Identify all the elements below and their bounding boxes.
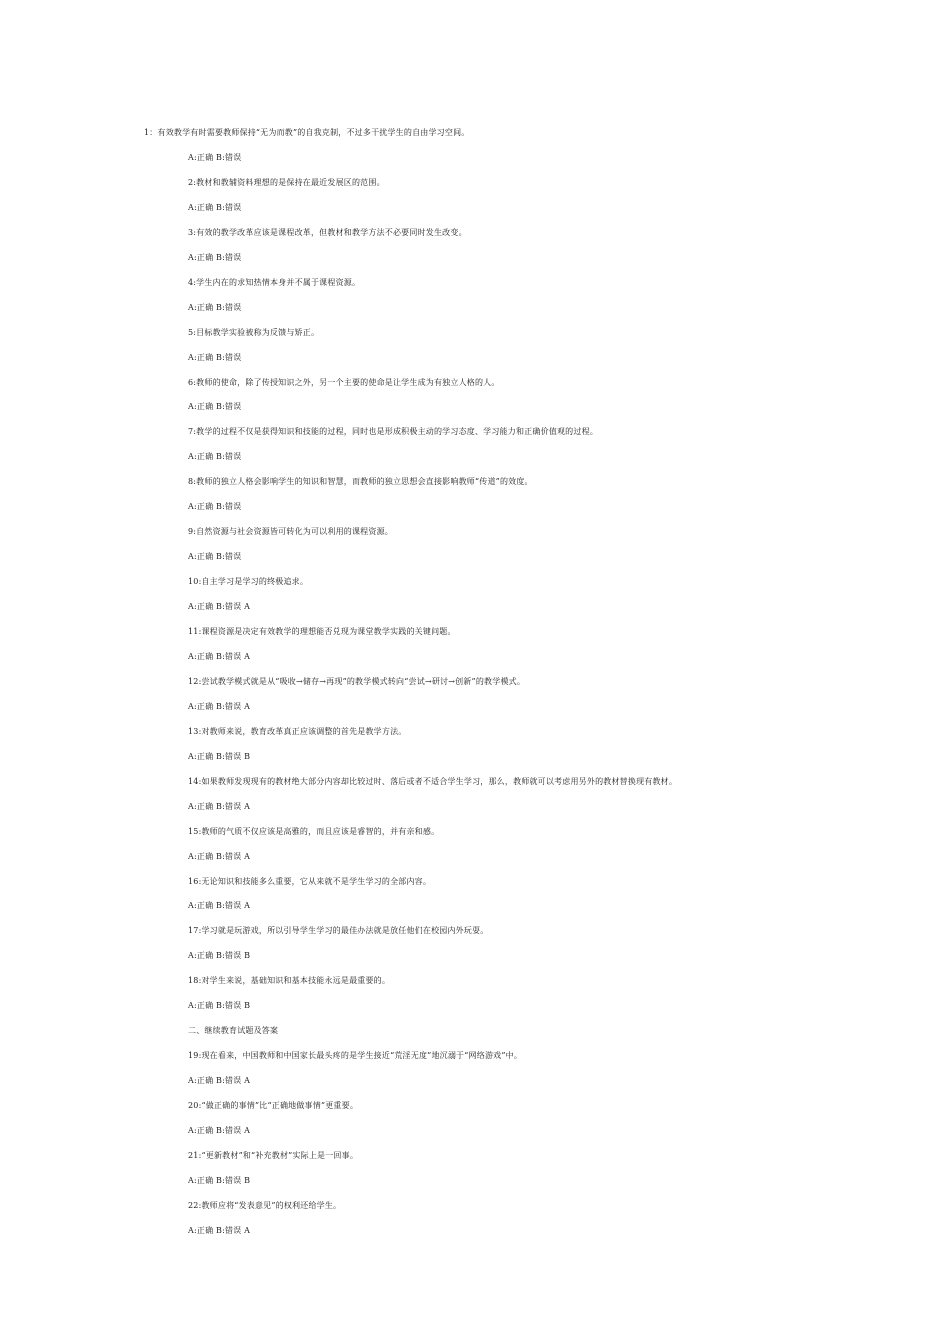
question-line: 22:教师应将“发表意见”的权利还给学生。 xyxy=(188,1200,342,1210)
answer-line: A:正确 B:错误 xyxy=(188,452,242,462)
question-line: 17:学习就是玩游戏，所以引导学生学习的最佳办法就是放任他们在校园内外玩耍。 xyxy=(188,926,489,936)
answer-line: A:正确 B:错误 xyxy=(188,352,242,362)
question-line: 11:课程资源是决定有效教学的理想能否兑现为课堂教学实践的关键问题。 xyxy=(188,627,456,636)
question-line: 7:教学的过程不仅是获得知识和技能的过程，同时也是形成积极主动的学习态度、学习能力和正确价值观的过程。 xyxy=(188,427,598,437)
question-line: 15:教师的气质不仅应该是高雅的，而且应该是睿智的，并有亲和感。 xyxy=(188,826,440,836)
question-line: 19:现在看来，中国教师和中国家长最头疼的是学生接近“荒淫无度”地沉溺于“网络游戏”中。 xyxy=(188,1051,523,1061)
question-line: 10:自主学习是学习的终极追求。 xyxy=(188,577,309,587)
answer-line: A:正确 B:错误 xyxy=(188,252,242,262)
answer-line: A:正确 B:错误 xyxy=(188,552,242,562)
question-line: 16:无论知识和技能多么重要，它从来就不是学生学习的全部内容。 xyxy=(188,876,432,886)
answer-line: A:正确 B:错误 A xyxy=(188,1126,251,1135)
section-heading: 二、继续教育试题及答案 xyxy=(188,1026,279,1036)
question-line: 4:学生内在的求知热情本身并不属于课程资源。 xyxy=(188,277,361,287)
question-line: 5:目标教学实验被称为反馈与矫正。 xyxy=(188,327,320,337)
answer-line: A:正确 B:错误 A xyxy=(188,602,251,611)
answer-line: A:正确 B:错误 A xyxy=(188,1225,251,1235)
question-line: 2:教材和教辅资料理想的是保持在最近发展区的范围。 xyxy=(188,177,385,187)
question-line: 9:自然资源与社会资源皆可转化为可以利用的课程资源。 xyxy=(188,527,393,537)
question-line: 8:教师的独立人格会影响学生的知识和智慧，而教师的独立思想会直接影响教师“传道”的效度。 xyxy=(188,477,533,487)
answer-line: A:正确 B:错误 xyxy=(188,402,242,412)
answer-line: A:正确 B:错误 A xyxy=(188,801,251,811)
answer-line: A:正确 B:错误 xyxy=(188,202,242,212)
answer-line: A:正确 B:错误 xyxy=(188,502,242,512)
answer-line: A:正确 B:错误 B xyxy=(188,951,251,961)
answer-line: A:正确 B:错误 B xyxy=(188,1001,251,1011)
question-line: 18:对学生来说，基础知识和基本技能永远是最重要的。 xyxy=(188,976,391,986)
answer-line: A:正确 B:错误 B xyxy=(188,1175,251,1185)
answer-line: A:正确 B:错误 xyxy=(188,302,242,312)
question-line: 13:对教师来说，教育改革真正应该调整的首先是教学方法。 xyxy=(188,726,407,736)
question-line: 21:“更新教材”和“补充教材”实际上是一回事。 xyxy=(188,1150,359,1160)
answer-line: A:正确 B:错误 A xyxy=(188,651,251,661)
answer-line: A:正确 B:错误 B xyxy=(188,751,251,761)
answer-line: A:正确 B:错误 A xyxy=(188,1076,251,1086)
question-line: 12:尝试教学模式就是从“吸收→储存→再现”的教学模式转向“尝试→研讨→创新”的教学模式。 xyxy=(188,676,526,686)
answer-line: A:正确 B:错误 A xyxy=(188,851,251,861)
question-line: 6:教师的使命，除了传授知识之外，另一个主要的使命是让学生成为有独立人格的人。 xyxy=(188,377,500,387)
question-line: 1：有效教学有时需要教师保持“无为而教”的自我克制，不过多干扰学生的自由学习空间。 xyxy=(144,128,470,137)
question-line: 20:“做正确的事情”比“正确地做事情”更重要。 xyxy=(188,1101,359,1110)
answer-line: A:正确 B:错误 A xyxy=(188,901,251,911)
answer-line: A:正确 B:错误 xyxy=(188,152,242,162)
question-line: 14:如果教师发现现有的教材绝大部分内容却比较过时、落后或者不适合学生学习，那么，教师就可以考虑用另外的教材替换现有教材。 xyxy=(188,776,678,786)
question-line: 3:有效的教学改革应该是课程改革，但教材和教学方法不必要同时发生改变。 xyxy=(188,227,467,237)
answer-line: A:正确 B:错误 A xyxy=(188,701,251,711)
